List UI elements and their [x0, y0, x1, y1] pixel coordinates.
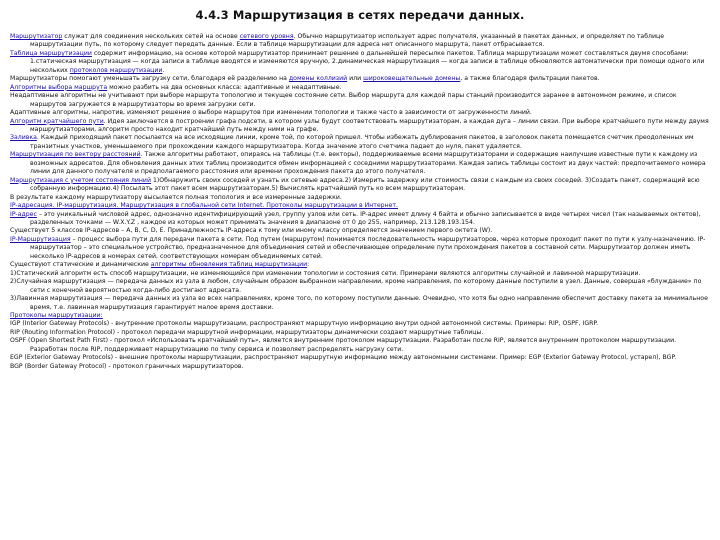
- text-segment: В результате каждому маршрутизатору высылается полная топология и все измеренные задержки.: [10, 193, 342, 201]
- paragraph: [10, 236, 710, 261]
- text-segment: . Каждый приходящий пакет посылается на все исходящие линии, кроме той, по которой пришел. Чтобы избежать дублирования пакетов, в заголовок пакета помещается счетчик преодоленных им транзитных участков, уменьшаемого при прохождении каждого маршрутизатора. Когда значение этого счетчика падает до нуля, пакет удаляется.: [30, 134, 694, 150]
- text-segment: BGP (Border Gateway Protocol) - протокол граничных маршрутизаторов.: [10, 362, 244, 370]
- hyperlink[interactable]: алгоритмы обновления таблиц маршрутизации: [150, 261, 308, 269]
- hyperlink[interactable]: Таблица маршрутизации: [10, 49, 92, 57]
- hyperlink[interactable]: Алгоритм кратчайшего пути: [10, 117, 104, 125]
- hyperlink[interactable]: IP-адрес: [10, 210, 37, 218]
- text-segment: – процесс выбора пути для передачи пакета в сети. Под путем (маршрутом) понимается последовательность маршрутизаторов, через которые проходит пакет по пути к узлу-назначению. IP-маршрутизатор – это специальное устройство, предназначенное для объединения сетей и обеспечивающее определение пути прохождения пакетов в составной сети. Маршрутизатор должен иметь несколько IP-адресов в номерах сетей, соответствующих номерам объединяемых сетей.: [30, 235, 706, 260]
- paragraph: [10, 75, 710, 83]
- paragraph: [10, 194, 710, 202]
- text-segment: . Обычно маршрутизатор использует адрес получателя, указанный в пакетах данных, и определяет по таблице маршрутизации путь, по которому следует передать данные. Если в таблице маршрутизации для адреса нет описанного маршрута, пакет отбрасывается.: [30, 33, 665, 49]
- paragraph: [10, 33, 710, 50]
- paragraph: [10, 261, 710, 269]
- text-segment: . Идея заключается в построении графа подсети, в котором узлы будут соответствовать маршрутизаторам, а каждая дуга – линии связи. При выборе кратчайшего пути между двумя маршрутизаторами, алгоритм просто находит кратчайший путь между ними на графе.: [30, 117, 709, 133]
- paragraph: [10, 363, 710, 371]
- hyperlink[interactable]: Маршрутизация по вектору расстояний: [10, 151, 141, 159]
- hyperlink[interactable]: Маршрутизатор: [10, 33, 63, 40]
- paragraph: [10, 50, 710, 75]
- paragraph: [10, 295, 710, 312]
- paragraph: [10, 202, 710, 210]
- text-segment: – это уникальный числовой адрес, однозначно идентифицирующий узел, группу узлов или сеть. IP-адрес имеет длину 4 байта и обычно записывается в виде четырех чисел (так называемых октетов), разделенных точками — W.X.Y.Z , каждое из которых может принимать значения в диапазоне от 0 до 255, например, 213.128.193.154.: [30, 210, 701, 226]
- paragraph: [10, 278, 710, 295]
- text-segment: 1)Обнаружить своих соседей и узнать их сетевые адреса.2) Измерить задержку или стоимость связи с каждым из своих соседей. 3)Создать пакет, содержащий всю собранную информацию.4) Посылать этот пакет всем маршрутизаторам.5) Вычислять кратчайший путь ко всем маршрутизаторам.: [30, 176, 700, 193]
- paragraph: [10, 109, 710, 117]
- paragraph: [10, 270, 710, 278]
- text-segment: RIP (Routing Information Protocol) - протокол передачи маршрутной информации, маршрутизаторы динамически создают маршрутные таблицы.: [10, 328, 484, 336]
- hyperlink[interactable]: протоколов маршрутизации: [69, 66, 163, 74]
- paragraph: [10, 177, 710, 194]
- text-segment: Существует 5 классов IP-адресов – A, B, C, D, E. Принадлежность IP-адреса к тому или иному классу определяется значением первого октета (W).: [10, 227, 493, 235]
- text-segment: . Также алгоритмы работают, опираясь на таблицы (т.е. векторы), поддерживаемые всеми маршрутизаторами и содержащие наилучшие известные пути к каждому из возможных адресатов. Для обновления данных этих таблиц производится обмен информацией с соседними маршрутизаторами. Каждая запись таблицы состоит из двух частей: предпочитаемого номера линии для данного получателя и предполагаемого расстояния или времени прохождения пакета до этого получателя.: [30, 151, 706, 176]
- hyperlink[interactable]: Маршрутизация с учетом состояния линий: [10, 176, 151, 184]
- document-body: [10, 33, 710, 371]
- text-segment: :: [307, 261, 310, 269]
- text-segment: Неадаптивные алгоритмы не учитывают при выборе маршрута топологию и текущее состояние сети. Выбор маршрута для каждой пары станций производится заранее в автономном режиме, и список маршрутов загружается в маршрутизаторы во время загрузки сети.: [10, 92, 677, 108]
- text-segment: IGP (Interior Gateway Protocols) - внутренние протоколы маршрутизации, распространяют маршрутную информацию внутри одной автономной системы. Примеры: RIP, OSPF, IGRP.: [10, 320, 599, 328]
- text-segment: служат для соединения нескольких сетей на основе: [62, 33, 240, 40]
- paragraph: [10, 134, 710, 151]
- paragraph: [10, 92, 710, 109]
- paragraph: [10, 211, 710, 228]
- hyperlink[interactable]: Алгоритмы выбора маршрута: [10, 83, 108, 91]
- paragraph: [10, 227, 710, 235]
- hyperlink[interactable]: широковещательные домены: [363, 75, 461, 83]
- text-segment: , а также благодаря фильтрации пакетов.: [460, 75, 600, 83]
- text-segment: или: [347, 75, 364, 83]
- paragraph: [10, 320, 710, 328]
- text-segment: 3)Лавинная маршрутизация — передача данных из узла во всех направлениях, кроме того, по которому поступили данные. Очевидно, что хотя бы одно направление обеспечит доставку пакета за минимальное время, т.е. лавинная маршрутизация гарантирует малое время доставки.: [10, 295, 708, 311]
- hyperlink[interactable]: Протоколы маршрутизации:: [10, 311, 103, 319]
- hyperlink[interactable]: домены коллизий: [288, 75, 348, 83]
- page-title: 4.4.3 Маршрутизация в сетях передачи данных.: [195, 8, 525, 22]
- paragraph: [10, 118, 710, 135]
- text-segment: EGP (Exterior Gateway Protocols) - внешние протоколы маршрутизации, распространяют маршрутную информацию между автономными системами. Пример: EGP (Exterior Gateway Protocol, устарел), BGP.: [10, 354, 677, 362]
- hyperlink[interactable]: Заливка: [10, 134, 37, 142]
- hyperlink[interactable]: IP-адресация. IP-маршрутизация. Маршрутизация в глобальной сети Internet. Протоколы маршрутизации в Интернет.: [10, 202, 399, 210]
- paragraph: [10, 354, 710, 362]
- text-segment: содержит информацию, на основе которой маршрутизатор принимает решение о дальнейшей пересылке пакетов. Таблица маршрутизации может составляться двумя способами: 1.статическая маршрутизация — когда записи в таблице вводятся и изменяются вручную, 2.динамическая маршрутизация — когда записи в таблице обновляются автоматически при помощи одного или нескольких: [30, 49, 705, 74]
- paragraph: [10, 337, 710, 354]
- hyperlink[interactable]: IP-Маршрутизация: [10, 235, 71, 243]
- document-page: [10, 0, 710, 371]
- text-segment: .: [162, 66, 165, 74]
- text-segment: 2)Случайная маршрутизация — передача данных из узла в любом, случайным образом выбранном направлении, кроме направления, по которому данные поступили в узел. Данные, совершая «блуждание» по сети с конечной вероятностью когда-либо достигают адресата.: [10, 278, 702, 294]
- paragraph: [10, 151, 710, 176]
- hyperlink[interactable]: сетевого уровня: [239, 33, 294, 40]
- text-segment: можно разбить на два основных класса: адаптивные и неадаптивные.: [107, 83, 342, 91]
- text-segment: Маршрутизаторы помогают уменьшать загрузку сети, благодаря её разделению на: [10, 75, 289, 83]
- text-segment: 1)Статический алгоритм есть способ маршрутизации, не изменяющийся при изменении топологии и состояния сети. Примерами являются алгоритмы случайной и лавинной маршрутизации.: [10, 269, 641, 277]
- text-segment: OSPF (Open Shortest Path First) - протокол «Использовать кратчайший путь», является внутренним протоколом маршрутизации. Разработан после RIP, является внутренним протоколом маршрутизации. Разработан после RIP, поддерживает маршрутизацию по типу сервиса и позволяет распределять нагрузку сети.: [10, 337, 677, 353]
- paragraph: [10, 84, 710, 92]
- text-segment: Существуют статические и динамические: [10, 261, 151, 269]
- text-segment: Адаптивные алгоритмы, напротив, изменяют решение о выборе маршрутов при изменении топологии и также часто в зависимости от загруженности линий.: [10, 109, 532, 117]
